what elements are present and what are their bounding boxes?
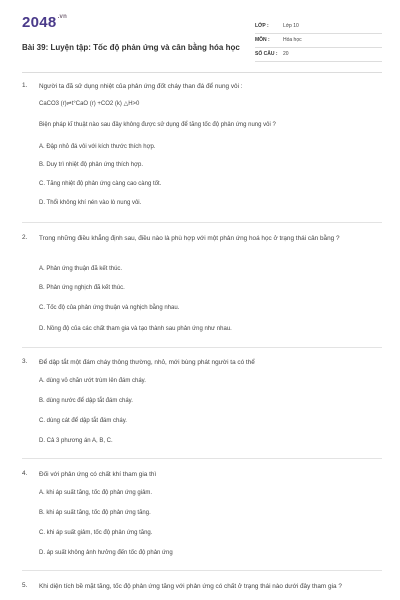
option-c[interactable]: C. khi áp suất giảm, tốc độ phản ứng tăng. <box>39 530 153 536</box>
question-text: Đối với phản ứng có chất khí tham gia thì <box>39 471 157 478</box>
logo-text: 2048 <box>22 14 57 31</box>
option-a[interactable]: A. Đập nhỏ đá vôi với kích thước thích hợp. <box>39 144 156 150</box>
meta-value: Lớp 10 <box>283 23 299 29</box>
option-d[interactable]: D. áp suất không ảnh hưởng đến tốc độ phản ứng <box>39 550 173 556</box>
question-divider <box>22 458 382 459</box>
document-header <box>22 14 382 70</box>
meta-value: Hóa học <box>283 37 302 43</box>
lesson-meta <box>255 20 382 62</box>
option-b[interactable]: B. Phản ứng nghịch đã kết thúc. <box>39 285 125 291</box>
question-divider <box>22 347 382 348</box>
question-number: 1. <box>22 82 28 89</box>
question-number: 2. <box>22 234 28 241</box>
option-d[interactable]: D. Thổi không khí nén vào lò nung vôi. <box>39 200 142 206</box>
question-text: Người ta đã sử dụng nhiệt của phản ứng đốt cháy than đá để nung vôi : <box>39 83 243 90</box>
option-c[interactable]: C. Tốc độ của phản ứng thuận và nghịch bằng nhau. <box>39 305 180 311</box>
option-d[interactable]: D. Nồng độ của các chất tham gia và tạo thành sau phản ứng như nhau. <box>39 326 232 332</box>
lesson-title: Bài 39: Luyện tập: Tốc độ phản ứng và cân bằng hóa học <box>22 43 240 52</box>
question-divider <box>22 222 382 223</box>
logo-suffix: .vn <box>57 14 68 20</box>
question-subtext: Biện pháp kĩ thuật nào sau đây không được sử dụng để tăng tốc độ phản ứng nung vôi ? <box>39 122 276 128</box>
question-text: Để dập tắt một đám cháy thông thường, nhỏ, mới bùng phát người ta có thể <box>39 359 255 366</box>
option-d[interactable]: D. Cả 3 phương án A, B, C. <box>39 438 113 444</box>
meta-key: MÔN : <box>255 37 270 43</box>
option-c[interactable]: C. Tăng nhiệt độ phản ứng càng cao càng tốt. <box>39 181 162 187</box>
meta-row-subject <box>255 34 382 48</box>
meta-row-question-count <box>255 48 382 62</box>
question-number: 3. <box>22 358 28 365</box>
meta-key: LỚP : <box>255 23 269 29</box>
site-logo[interactable] <box>22 14 67 31</box>
option-c[interactable]: C. dùng cát để dập tắt đám cháy. <box>39 418 127 424</box>
meta-value: 20 <box>283 51 289 57</box>
option-a[interactable]: A. khi áp suất tăng, tốc độ phản ứng giảm. <box>39 490 153 496</box>
question-divider <box>22 570 382 571</box>
meta-key: SỐ CÂU : <box>255 51 278 57</box>
option-a[interactable]: A. Phản ứng thuận đã kết thúc. <box>39 266 123 272</box>
option-b[interactable]: B. Duy trì nhiệt độ phản ứng thích hợp. <box>39 162 144 168</box>
option-b[interactable]: B. khi áp suất tăng, tốc độ phản ứng tăng. <box>39 510 151 516</box>
question-equation: CaCO3 (r)⇌t°CaO (r) +CO2 (k) △H>0 <box>39 101 140 107</box>
question-text: Khi diện tích bề mặt tăng, tốc độ phản ứng tăng với phản ứng có chất ở trạng thái nào dưới đây tham gia ? <box>39 583 342 590</box>
header-divider <box>22 72 382 73</box>
meta-row-class <box>255 20 382 34</box>
option-a[interactable]: A. dùng vỏ chăn ướt trùm lên đám cháy. <box>39 378 146 384</box>
option-b[interactable]: B. dùng nước để dập tắt đám cháy. <box>39 398 133 404</box>
question-text: Trong những điều khẳng định sau, điều nào là phù hợp với một phản ứng hoá học ở trạng thái cân bằng ? <box>39 235 340 242</box>
question-number: 5. <box>22 582 28 589</box>
question-number: 4. <box>22 470 28 477</box>
